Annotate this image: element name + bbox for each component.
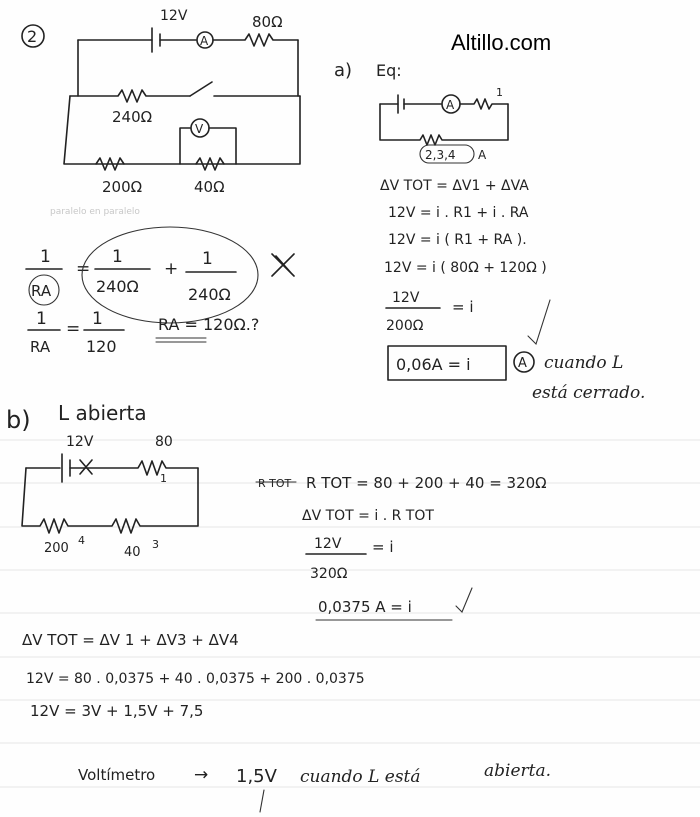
main-circuit-diagram	[64, 8, 300, 196]
den2-label: 240Ω	[188, 285, 231, 304]
frac-den: 200Ω	[386, 318, 424, 334]
svg-text:320Ω: 320Ω	[310, 566, 348, 582]
svg-text:1: 1	[36, 309, 47, 329]
part-a-result: 0,06A = i	[396, 355, 471, 374]
svg-text:1: 1	[112, 247, 123, 267]
eq-line-2: 12V = i . R1 + i . RA	[388, 205, 529, 221]
svg-text:=: =	[76, 259, 91, 279]
svg-text:1: 1	[92, 309, 103, 329]
part-b-result: 0,0375 A = i	[318, 598, 412, 616]
ra-label: RA	[31, 282, 52, 300]
svg-text:= i: = i	[452, 298, 474, 316]
svg-text:1: 1	[160, 472, 167, 485]
svg-text:=: =	[66, 319, 81, 339]
svg-text:12V: 12V	[314, 536, 342, 552]
svg-text:A: A	[478, 148, 487, 162]
eq-line-3: 12V = i ( R1 + RA ).	[388, 232, 527, 248]
emf-label: 12V	[160, 8, 188, 24]
result-note-2: está cerrado.	[532, 383, 646, 403]
sum-line-2: 12V = 80 . 0,0375 + 40 . 0,0375 + 200 . 0,0375	[26, 671, 365, 687]
sum-line-1: ΔV TOT = ΔV 1 + ΔV3 + ΔV4	[22, 631, 239, 649]
svg-text:80: 80	[155, 434, 173, 450]
svg-text:3: 3	[152, 538, 159, 551]
result-note-1: cuando L	[544, 353, 624, 373]
ra-result: RA = 120Ω.?	[158, 315, 260, 334]
svg-text:2: 2	[27, 27, 38, 46]
parallel-work	[26, 207, 294, 356]
svg-text:1: 1	[40, 247, 51, 267]
svg-text:120: 120	[86, 337, 117, 356]
conclusion-text: cuando L está	[300, 767, 421, 787]
svg-text:A: A	[446, 98, 455, 112]
svg-text:A: A	[518, 356, 527, 371]
part-b-heading: L abierta	[58, 401, 147, 425]
svg-text:200: 200	[44, 541, 69, 556]
part-b	[6, 401, 551, 812]
problem-number	[22, 25, 44, 47]
conclusion-value: 1,5V	[236, 766, 277, 787]
eq-line-1: ΔV TOT = ΔV1 + ΔVA	[380, 178, 529, 194]
conclusion-label: Voltímetro	[78, 766, 156, 784]
svg-text:+: +	[164, 259, 179, 279]
svg-text:RA: RA	[30, 338, 51, 356]
svg-text:V: V	[195, 122, 204, 136]
conclusion-end: abierta.	[484, 761, 552, 781]
svg-text:→: →	[194, 765, 209, 785]
den1-label: 240Ω	[96, 277, 139, 296]
part-a-label: a)	[334, 60, 353, 81]
part-b-label: b)	[6, 406, 31, 434]
part-a	[334, 60, 645, 403]
svg-text:1: 1	[496, 86, 503, 99]
watermark: Altillo.com	[451, 30, 552, 55]
r1-label: 80Ω	[252, 13, 283, 31]
part-a-heading: Eq:	[376, 61, 402, 80]
svg-text:12V: 12V	[66, 434, 94, 450]
r2-label: 240Ω	[112, 108, 153, 126]
rtot-line: R TOT = 80 + 200 + 40 = 320Ω	[306, 474, 547, 492]
svg-text:1: 1	[202, 249, 213, 269]
sum-line-3: 12V = 3V + 1,5V + 7,5	[30, 702, 204, 720]
svg-text:4: 4	[78, 534, 85, 547]
group-label: 2,3,4	[425, 148, 456, 162]
r3-label: 200Ω	[102, 178, 143, 196]
svg-text:A: A	[200, 34, 209, 48]
equivalent-circuit	[380, 86, 508, 163]
faint-note: paralelo en paralelo	[50, 207, 140, 217]
svg-text:40: 40	[124, 545, 141, 560]
vtot-line: ΔV TOT = i . R TOT	[302, 508, 434, 524]
frac-num: 12V	[392, 290, 420, 306]
svg-text:= i: = i	[372, 538, 394, 556]
svg-text:R TOT: R TOT	[258, 477, 292, 490]
open-switch-circuit	[22, 434, 198, 560]
r4-label: 40Ω	[194, 178, 225, 196]
eq-line-4: 12V = i ( 80Ω + 120Ω )	[384, 260, 547, 276]
